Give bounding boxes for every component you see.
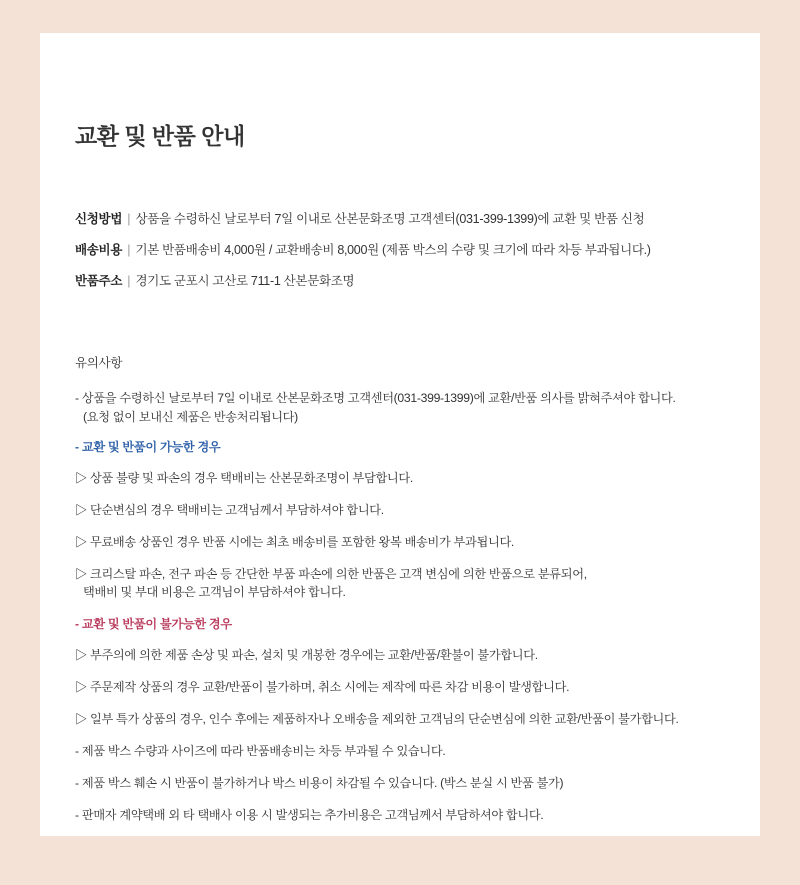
list-item: [75, 565, 735, 603]
list-item-text: - 판매자 계약택배 외 타 택배사 이용 시 발생되는 추가비용은 고객님께서 부담하셔야 합니다.: [75, 807, 544, 822]
info-row-label: 반품주소: [75, 274, 123, 289]
page-title: 교환 및 반품 안내: [75, 123, 245, 150]
list-item: [75, 469, 735, 488]
notice-intro-sub: (요청 없이 보내신 제품은 반송처리됩니다): [83, 409, 298, 424]
info-row-separator: |: [127, 274, 131, 289]
list-item: [75, 806, 735, 825]
list-item-text: ▷ 일부 특가 상품의 경우, 인수 후에는 제품하자나 오배송을 제외한 고객님의 단순변심에 의한 교환/반품이 불가합니다.: [75, 712, 679, 727]
info-row: [75, 210, 725, 228]
info-row: [75, 241, 725, 259]
info-row-separator: |: [127, 243, 131, 258]
info-summary-block: [75, 210, 725, 303]
list-item-text: ▷ 무료배송 상품인 경우 반품 시에는 최초 배송비를 포함한 왕복 배송비가 부과됩니다.: [75, 534, 515, 549]
list-item-text: ▷ 부주의에 의한 제품 손상 및 파손, 설치 및 개봉한 경우에는 교환/반품/환불이 불가합니다.: [75, 648, 538, 663]
list-item-text: ▷ 크리스탈 파손, 전구 파손 등 간단한 부품 파손에 의한 반품은 고객 변심에 의한 반품으로 분류되어,: [75, 566, 587, 581]
info-row-text: 경기도 군포시 고산로 711-1 산본문화조명: [135, 274, 355, 289]
list-item-text: ▷ 상품 불량 및 파손의 경우 택배비는 산본문화조명이 부담합니다.: [75, 470, 413, 485]
list-item: [75, 774, 735, 793]
notice-heading: 유의사항: [75, 356, 123, 370]
list-item-subtext: 택배비 및 부대 비용은 고객님이 부담하셔야 합니다.: [83, 585, 346, 600]
notice-intro-main: - 상품을 수령하신 날로부터 7일 이내로 산본문화조명 고객센터(031-399-1399)에 교환/반품 의사를 밝혀주셔야 합니다.: [75, 391, 676, 405]
list-item-text: ▷ 주문제작 상품의 경우 교환/반품이 불가하며, 취소 시에는 제작에 따른 차감 비용이 발생합니다.: [75, 680, 570, 695]
list-item-text: ▷ 단순변심의 경우 택배비는 고객님께서 부담하셔야 합니다.: [75, 502, 384, 517]
info-row-separator: |: [127, 212, 131, 226]
info-row-text: 기본 반품배송비 4,000원 / 교환배송비 8,000원 (제품 박스의 수량 및 크기에 따라 차등 부과됩니다.): [135, 243, 651, 258]
list-item: [75, 533, 735, 552]
list-item: [75, 646, 735, 665]
list-item: [75, 678, 735, 697]
info-row: [75, 272, 725, 290]
list-item: [75, 501, 735, 520]
list-item: [75, 742, 735, 761]
info-row-text: 상품을 수령하신 날로부터 7일 이내로 산본문화조명 고객센터(031-399-1399)에 교환 및 반품 신청: [135, 212, 645, 226]
notice-intro: [75, 389, 735, 427]
section-heading-exchange-impossible: - 교환 및 반품이 불가능한 경우: [75, 617, 232, 632]
document-paper: [40, 33, 760, 836]
list-item: [75, 710, 735, 729]
list-item-text: - 제품 박스 훼손 시 반품이 불가하거나 박스 비용이 차감될 수 있습니다. (박스 분실 시 반품 불가): [75, 775, 564, 790]
list-item-text: - 제품 박스 수량과 사이즈에 따라 반품배송비는 차등 부과될 수 있습니다.: [75, 744, 446, 759]
info-row-label: 배송비용: [75, 243, 123, 258]
notice-block: [75, 353, 735, 838]
section-heading-exchange-possible: - 교환 및 반품이 가능한 경우: [75, 439, 221, 454]
info-row-label: 신청방법: [75, 212, 123, 226]
